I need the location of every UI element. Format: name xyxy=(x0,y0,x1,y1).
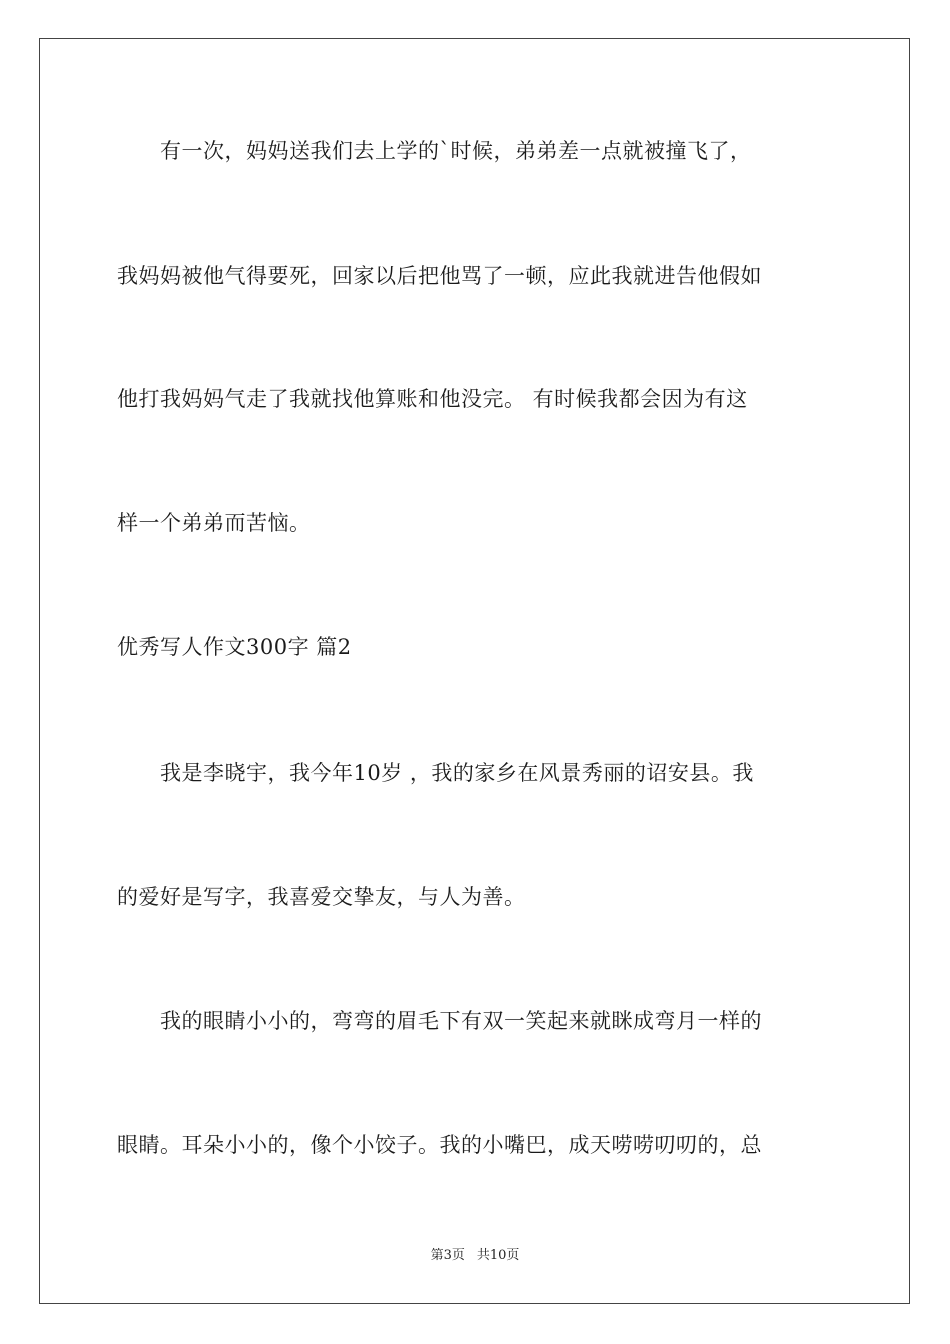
page-frame xyxy=(39,38,910,1304)
paragraph-line: 眼睛。耳朵小小的，像个小饺子。我的小嘴巴，成天唠唠叨叨的，总 xyxy=(117,1133,762,1157)
paragraph-line: 样一个弟弟而苦恼。 xyxy=(117,511,311,535)
paragraph-line: 他打我妈妈气走了我就找他算账和他没完。 有时候我都会因为有这 xyxy=(117,387,748,411)
section-heading: 优秀写人作文300字 篇2 xyxy=(117,635,352,659)
page-footer xyxy=(0,1247,950,1265)
paragraph-line: 我是李晓宇，我今年10岁 ，我的家乡在风景秀丽的诏安县。我 xyxy=(117,761,754,785)
paragraph-line: 有一次，妈妈送我们去上学的`时候，弟弟差一点就被撞飞了， xyxy=(117,139,752,163)
paragraph-line: 的爱好是写字，我喜爱交挚友，与人为善。 xyxy=(117,885,526,909)
paragraph-line: 我妈妈被他气得要死，回家以后把他骂了一顿，应此我就进告他假如 xyxy=(117,264,762,288)
paragraph-line: 我的眼睛小小的，弯弯的眉毛下有双一笑起来就眯成弯月一样的 xyxy=(117,1009,762,1033)
page-number: 第3页 xyxy=(430,1248,465,1263)
page-total: 共10页 xyxy=(476,1248,520,1263)
